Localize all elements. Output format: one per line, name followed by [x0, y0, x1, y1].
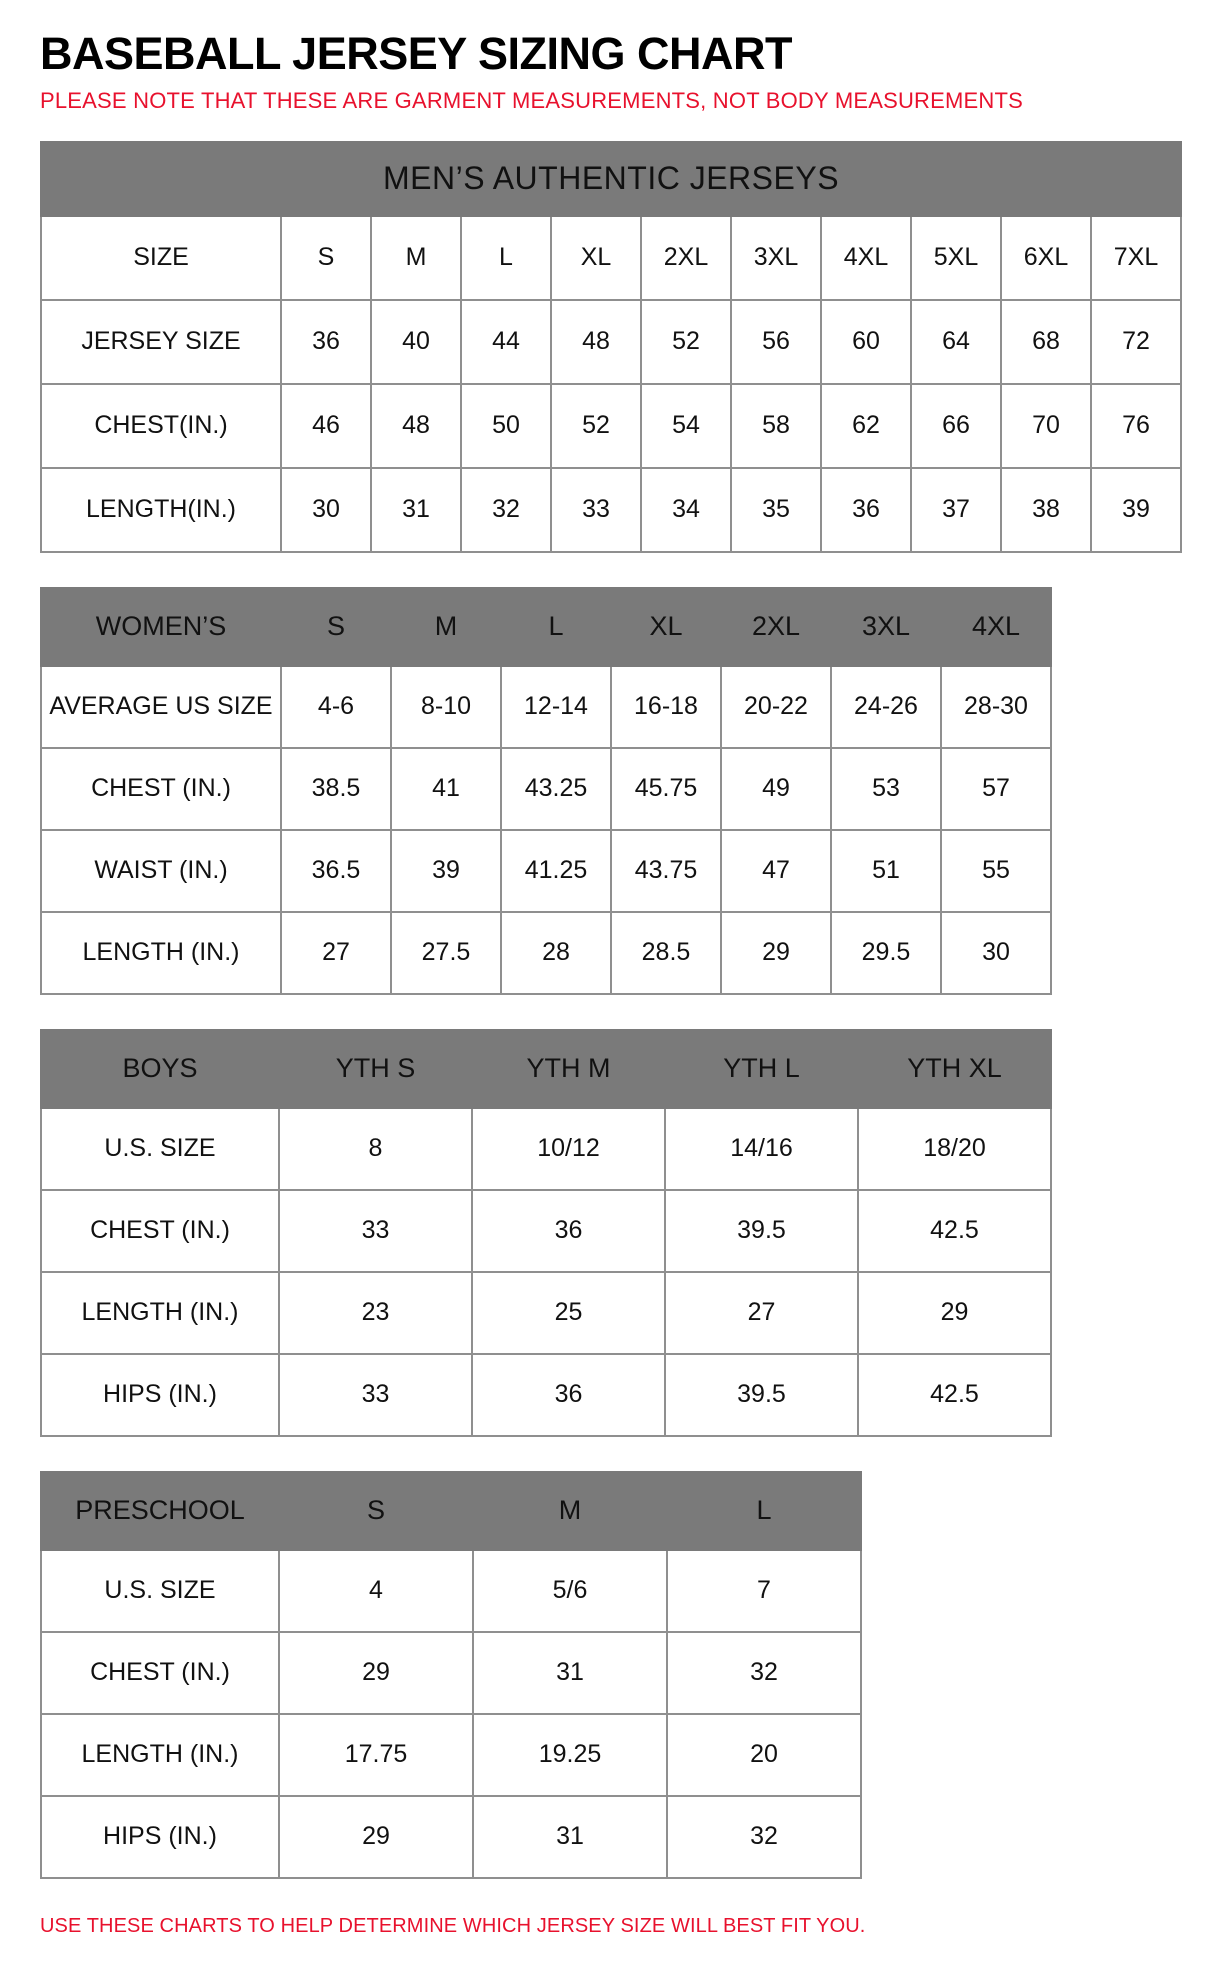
- column-header: L: [667, 1472, 861, 1550]
- table-cell: 28: [501, 912, 611, 994]
- table-cell: 10/12: [472, 1108, 665, 1190]
- table-row: [41, 1272, 1051, 1354]
- table-cell: 32: [461, 468, 551, 552]
- row-label: CHEST (IN.): [41, 1632, 279, 1714]
- table-cell: 29: [858, 1272, 1051, 1354]
- table-cell: M: [371, 216, 461, 300]
- table-cell: 36.5: [281, 830, 391, 912]
- table-row: [41, 1550, 861, 1632]
- table-cell: 66: [911, 384, 1001, 468]
- row-label: LENGTH(IN.): [41, 468, 281, 552]
- table-cell: 36: [281, 300, 371, 384]
- boys-jerseys-table: [40, 1029, 1052, 1437]
- table-cell: 30: [281, 468, 371, 552]
- table-cell: 20-22: [721, 666, 831, 748]
- table-cell: 53: [831, 748, 941, 830]
- table-cell: 31: [473, 1796, 667, 1878]
- table-row: [41, 300, 1181, 384]
- table-cell: 40: [371, 300, 461, 384]
- table-cell: 30: [941, 912, 1051, 994]
- table-cell: 56: [731, 300, 821, 384]
- table-cell: 42.5: [858, 1354, 1051, 1436]
- table-cell: 38: [1001, 468, 1091, 552]
- row-label: U.S. SIZE: [41, 1108, 279, 1190]
- measurement-note: PLEASE NOTE THAT THESE ARE GARMENT MEASUREMENTS, NOT BODY MEASUREMENTS: [40, 88, 1024, 114]
- table-cell: 29: [721, 912, 831, 994]
- table-cell: 35: [731, 468, 821, 552]
- table-cell: 7: [667, 1550, 861, 1632]
- table-row: [41, 1714, 861, 1796]
- womens-jerseys-table: [40, 587, 1052, 995]
- table-cell: 4-6: [281, 666, 391, 748]
- table-cell: 7XL: [1091, 216, 1181, 300]
- table-cell: 27.5: [391, 912, 501, 994]
- row-label: LENGTH (IN.): [41, 1714, 279, 1796]
- column-header: YTH M: [472, 1030, 665, 1108]
- column-header: M: [473, 1472, 667, 1550]
- table-cell: 2XL: [641, 216, 731, 300]
- table-cell: 43.25: [501, 748, 611, 830]
- table-cell: 8: [279, 1108, 472, 1190]
- column-header: 4XL: [941, 588, 1051, 666]
- table-cell: 70: [1001, 384, 1091, 468]
- table-cell: 27: [665, 1272, 858, 1354]
- table-cell: 32: [667, 1632, 861, 1714]
- preschool-jerseys-table: [40, 1471, 862, 1879]
- mens-table-title: MEN’S AUTHENTIC JERSEYS: [41, 142, 1181, 216]
- column-header: 2XL: [721, 588, 831, 666]
- row-label: CHEST (IN.): [41, 1190, 279, 1272]
- table-row: [41, 1632, 861, 1714]
- table-cell: 57: [941, 748, 1051, 830]
- table-cell: 54: [641, 384, 731, 468]
- table-cell: 20: [667, 1714, 861, 1796]
- table-cell: 16-18: [611, 666, 721, 748]
- row-label: CHEST (IN.): [41, 748, 281, 830]
- column-header: M: [391, 588, 501, 666]
- table-cell: 4XL: [821, 216, 911, 300]
- table-cell: 51: [831, 830, 941, 912]
- table-cell: 41: [391, 748, 501, 830]
- row-label: JERSEY SIZE: [41, 300, 281, 384]
- row-label: LENGTH (IN.): [41, 1272, 279, 1354]
- table-cell: 3XL: [731, 216, 821, 300]
- row-label: AVERAGE US SIZE: [41, 666, 281, 748]
- table-cell: 39.5: [665, 1354, 858, 1436]
- table-cell: 48: [551, 300, 641, 384]
- table-cell: 31: [473, 1632, 667, 1714]
- footer-note: USE THESE CHARTS TO HELP DETERMINE WHICH JERSEY SIZE WILL BEST FIT YOU.: [40, 1914, 866, 1937]
- table-row: [41, 468, 1181, 552]
- table-cell: L: [461, 216, 551, 300]
- table-row: [41, 142, 1181, 216]
- column-header: S: [281, 588, 391, 666]
- table-cell: 76: [1091, 384, 1181, 468]
- table-cell: 8-10: [391, 666, 501, 748]
- row-label: HIPS (IN.): [41, 1796, 279, 1878]
- table-cell: 33: [551, 468, 641, 552]
- table-row: [41, 216, 1181, 300]
- column-header: YTH S: [279, 1030, 472, 1108]
- preschool-table-title: PRESCHOOL: [41, 1472, 279, 1550]
- table-cell: 46: [281, 384, 371, 468]
- table-cell: 39: [391, 830, 501, 912]
- table-cell: 64: [911, 300, 1001, 384]
- table-cell: 32: [667, 1796, 861, 1878]
- column-header: YTH XL: [858, 1030, 1051, 1108]
- table-cell: 49: [721, 748, 831, 830]
- column-header: L: [501, 588, 611, 666]
- table-row: [41, 1030, 1051, 1108]
- table-cell: 55: [941, 830, 1051, 912]
- table-cell: 28.5: [611, 912, 721, 994]
- table-cell: 58: [731, 384, 821, 468]
- table-row: [41, 912, 1051, 994]
- table-row: [41, 1108, 1051, 1190]
- row-label: HIPS (IN.): [41, 1354, 279, 1436]
- table-cell: 50: [461, 384, 551, 468]
- table-cell: 36: [472, 1190, 665, 1272]
- boys-table-title: BOYS: [41, 1030, 279, 1108]
- page-title: BASEBALL JERSEY SIZING CHART: [40, 28, 792, 79]
- table-cell: 33: [279, 1354, 472, 1436]
- table-cell: 36: [472, 1354, 665, 1436]
- table-cell: 43.75: [611, 830, 721, 912]
- table-cell: 33: [279, 1190, 472, 1272]
- table-cell: 47: [721, 830, 831, 912]
- column-header: YTH L: [665, 1030, 858, 1108]
- table-row: [41, 1472, 861, 1550]
- table-cell: 17.75: [279, 1714, 473, 1796]
- table-row: [41, 666, 1051, 748]
- table-cell: 45.75: [611, 748, 721, 830]
- table-cell: 52: [551, 384, 641, 468]
- table-cell: 68: [1001, 300, 1091, 384]
- table-cell: 4: [279, 1550, 473, 1632]
- table-cell: 48: [371, 384, 461, 468]
- table-cell: 52: [641, 300, 731, 384]
- table-cell: 29: [279, 1632, 473, 1714]
- column-header: 3XL: [831, 588, 941, 666]
- table-cell: 44: [461, 300, 551, 384]
- table-cell: 62: [821, 384, 911, 468]
- column-header: XL: [611, 588, 721, 666]
- table-cell: 27: [281, 912, 391, 994]
- table-row: [41, 1354, 1051, 1436]
- table-row: [41, 588, 1051, 666]
- table-cell: XL: [551, 216, 641, 300]
- table-cell: 72: [1091, 300, 1181, 384]
- table-cell: 39.5: [665, 1190, 858, 1272]
- table-cell: 42.5: [858, 1190, 1051, 1272]
- table-cell: 5/6: [473, 1550, 667, 1632]
- table-cell: 18/20: [858, 1108, 1051, 1190]
- table-row: [41, 748, 1051, 830]
- row-label: LENGTH (IN.): [41, 912, 281, 994]
- table-cell: 19.25: [473, 1714, 667, 1796]
- table-cell: 60: [821, 300, 911, 384]
- table-row: [41, 1796, 861, 1878]
- table-row: [41, 830, 1051, 912]
- row-label: WAIST (IN.): [41, 830, 281, 912]
- table-row: [41, 384, 1181, 468]
- table-cell: 24-26: [831, 666, 941, 748]
- table-cell: 6XL: [1001, 216, 1091, 300]
- row-label: SIZE: [41, 216, 281, 300]
- table-cell: 29: [279, 1796, 473, 1878]
- mens-authentic-jerseys-table: [40, 141, 1182, 553]
- table-cell: 38.5: [281, 748, 391, 830]
- row-label: U.S. SIZE: [41, 1550, 279, 1632]
- table-cell: 41.25: [501, 830, 611, 912]
- table-cell: 29.5: [831, 912, 941, 994]
- table-cell: 34: [641, 468, 731, 552]
- table-cell: 37: [911, 468, 1001, 552]
- table-cell: 25: [472, 1272, 665, 1354]
- table-cell: 5XL: [911, 216, 1001, 300]
- table-cell: 31: [371, 468, 461, 552]
- row-label: CHEST(IN.): [41, 384, 281, 468]
- column-header: S: [279, 1472, 473, 1550]
- table-cell: S: [281, 216, 371, 300]
- table-cell: 14/16: [665, 1108, 858, 1190]
- table-cell: 12-14: [501, 666, 611, 748]
- table-cell: 28-30: [941, 666, 1051, 748]
- table-cell: 39: [1091, 468, 1181, 552]
- table-cell: 36: [821, 468, 911, 552]
- table-cell: 23: [279, 1272, 472, 1354]
- table-row: [41, 1190, 1051, 1272]
- womens-table-title: WOMEN’S: [41, 588, 281, 666]
